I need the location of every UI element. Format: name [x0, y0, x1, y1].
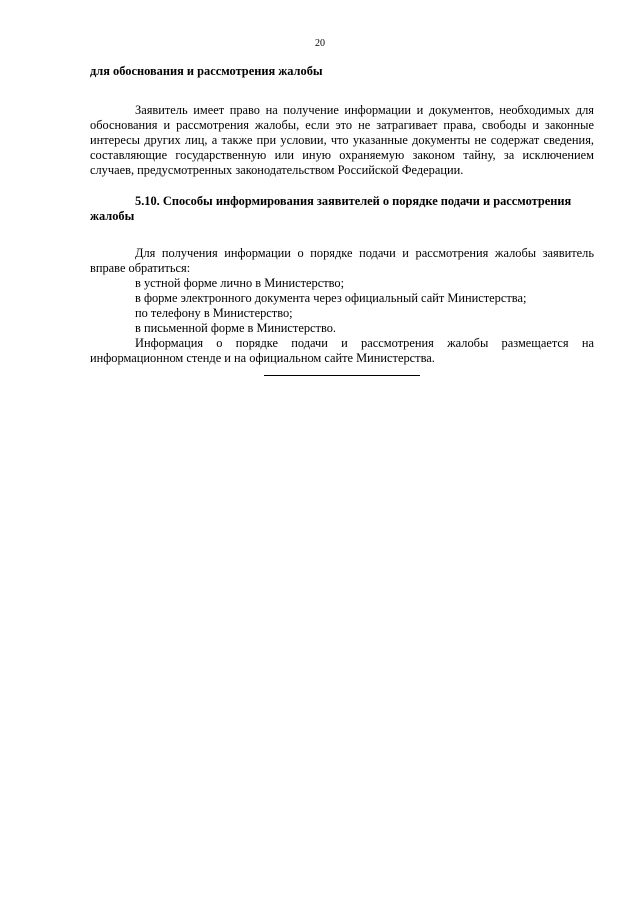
paragraph-closing: Информация о порядке подачи и рассмотрения жалобы размещается на информационном стенде и на официальном сайте Министерства. — [90, 336, 594, 365]
document-body — [90, 64, 594, 366]
spacer — [90, 224, 594, 246]
list-item: в устной форме лично в Министерство; — [135, 276, 345, 290]
end-divider — [264, 375, 420, 376]
spacer — [90, 178, 594, 194]
list-item: по телефону в Министерство; — [135, 306, 293, 320]
list-item: в форме электронного документа через официальный сайт Министерства; — [135, 291, 527, 305]
section-heading-continuation: для обоснования и рассмотрения жалобы — [90, 64, 323, 78]
spacer — [90, 79, 594, 103]
page-number: 20 — [315, 38, 325, 49]
paragraph-intro: Для получения информации о порядке подачи и рассмотрения жалобы заявитель вправе обратиться: — [90, 246, 594, 275]
section-heading-5-10: 5.10. Способы информирования заявителей о порядке подачи и рассмотрения жалобы — [90, 194, 572, 223]
paragraph-right-to-information: Заявитель имеет право на получение информации и документов, необходимых для обоснования и рассмотрения жалобы, если это не затрагивает права, свободы и законные интересы других лиц, а также при условии, что указанные документы не содержат сведения, составляющие государственную или иную охраняемую законом тайну, за исключением случаев, предусмотренных законодательством Российской Федерации. — [90, 103, 594, 177]
list-item: в письменной форме в Министерство. — [135, 321, 336, 335]
